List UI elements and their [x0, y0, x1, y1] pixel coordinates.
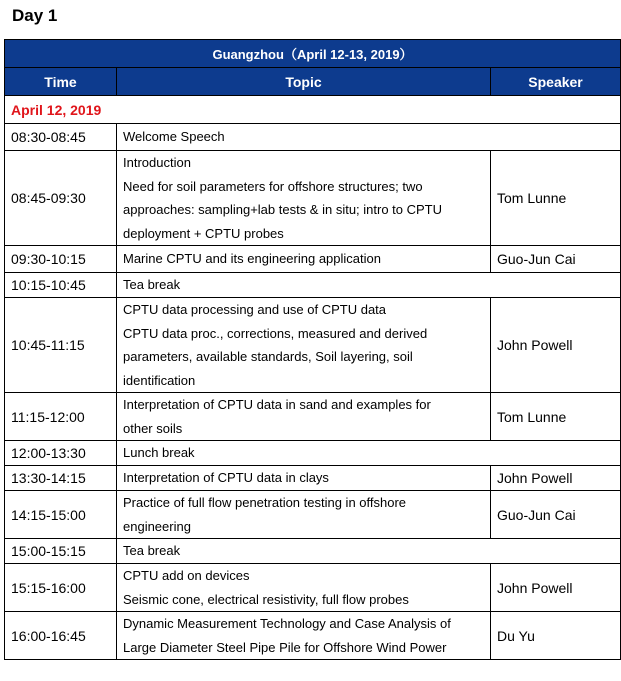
topic-column-header: Topic [117, 68, 491, 96]
time-cell: 10:45-11:15 [5, 298, 117, 393]
table-row [5, 124, 621, 151]
topic-line: Lunch break [123, 445, 195, 461]
topic-line: engineering [123, 518, 191, 534]
topic-cell [117, 273, 621, 298]
topic-line: identification [123, 372, 196, 388]
speaker-cell: John Powell [491, 466, 621, 491]
topic-cell [117, 466, 491, 491]
topic-line: Tea break [123, 277, 181, 293]
topic-cell [117, 393, 491, 441]
topic-line: approaches: sampling+lab tests & in situ; intro to CPTU [123, 202, 443, 217]
speaker-cell: Tom Lunne [491, 151, 621, 246]
topic-cell [117, 124, 621, 151]
table-row [5, 393, 621, 441]
topic-line: Introduction [123, 155, 191, 170]
speaker-cell: Guo-Jun Cai [491, 246, 621, 273]
time-cell: 15:15-16:00 [5, 564, 117, 612]
topic-cell [117, 298, 491, 393]
time-cell: 12:00-13:30 [5, 441, 117, 466]
speaker-cell: Tom Lunne [491, 393, 621, 441]
topic-line: Marine CPTU and its engineering application [123, 251, 381, 267]
speaker-column-header: Speaker [491, 68, 621, 96]
speaker-cell: Guo-Jun Cai [491, 491, 621, 539]
topic-line: Interpretation of CPTU data in sand and examples for [123, 397, 431, 412]
venue-banner: Guangzhou（April 12-13, 2019） [5, 40, 621, 68]
venue-banner-row [5, 40, 621, 68]
speaker-cell: John Powell [491, 298, 621, 393]
table-row [5, 539, 621, 564]
date-label: April 12, 2019 [5, 96, 621, 124]
topic-line: Need for soil parameters for offshore structures; two [123, 178, 423, 194]
time-cell: 16:00-16:45 [5, 612, 117, 660]
time-cell: 09:30-10:15 [5, 246, 117, 273]
column-header-row [5, 68, 621, 96]
topic-line: other soils [123, 420, 183, 436]
table-row [5, 491, 621, 539]
topic-line: CPTU data proc., corrections, measured and derived [123, 325, 428, 341]
topic-cell [117, 564, 491, 612]
topic-line: Interpretation of CPTU data in clays [123, 470, 329, 486]
table-row [5, 298, 621, 393]
table-row [5, 273, 621, 298]
topic-line: Practice of full flow penetration testing in offshore [123, 495, 407, 510]
topic-line: CPTU data processing and use of CPTU data [123, 302, 387, 317]
table-row [5, 151, 621, 246]
topic-cell [117, 491, 491, 539]
topic-line: CPTU add on devices [123, 568, 250, 583]
schedule-table [4, 39, 621, 660]
time-cell: 13:30-14:15 [5, 466, 117, 491]
time-cell: 15:00-15:15 [5, 539, 117, 564]
topic-line: parameters, available standards, Soil layering, soil [123, 349, 413, 364]
topic-line: Tea break [123, 543, 181, 559]
date-row [5, 96, 621, 124]
table-row [5, 441, 621, 466]
day-heading: Day 1 [12, 6, 58, 25]
topic-cell [117, 539, 621, 564]
time-cell: 08:30-08:45 [5, 124, 117, 151]
table-row [5, 246, 621, 273]
table-row [5, 564, 621, 612]
topic-line: Seismic cone, electrical resistivity, full flow probes [123, 591, 409, 607]
topic-cell [117, 246, 491, 273]
topic-cell [117, 441, 621, 466]
speaker-cell: John Powell [491, 564, 621, 612]
topic-cell [117, 612, 491, 660]
topic-line: Dynamic Measurement Technology and Case Analysis of [123, 616, 451, 631]
time-cell: 11:15-12:00 [5, 393, 117, 441]
topic-cell [117, 151, 491, 246]
topic-line: deployment + CPTU probes [123, 225, 284, 241]
table-row [5, 466, 621, 491]
topic-line: Large Diameter Steel Pipe Pile for Offshore Wind Power [123, 639, 447, 655]
time-column-header: Time [5, 68, 117, 96]
topic-line: Welcome Speech [123, 129, 225, 145]
time-cell: 08:45-09:30 [5, 151, 117, 246]
table-row [5, 612, 621, 660]
time-cell: 10:15-10:45 [5, 273, 117, 298]
speaker-cell: Du Yu [491, 612, 621, 660]
time-cell: 14:15-15:00 [5, 491, 117, 539]
